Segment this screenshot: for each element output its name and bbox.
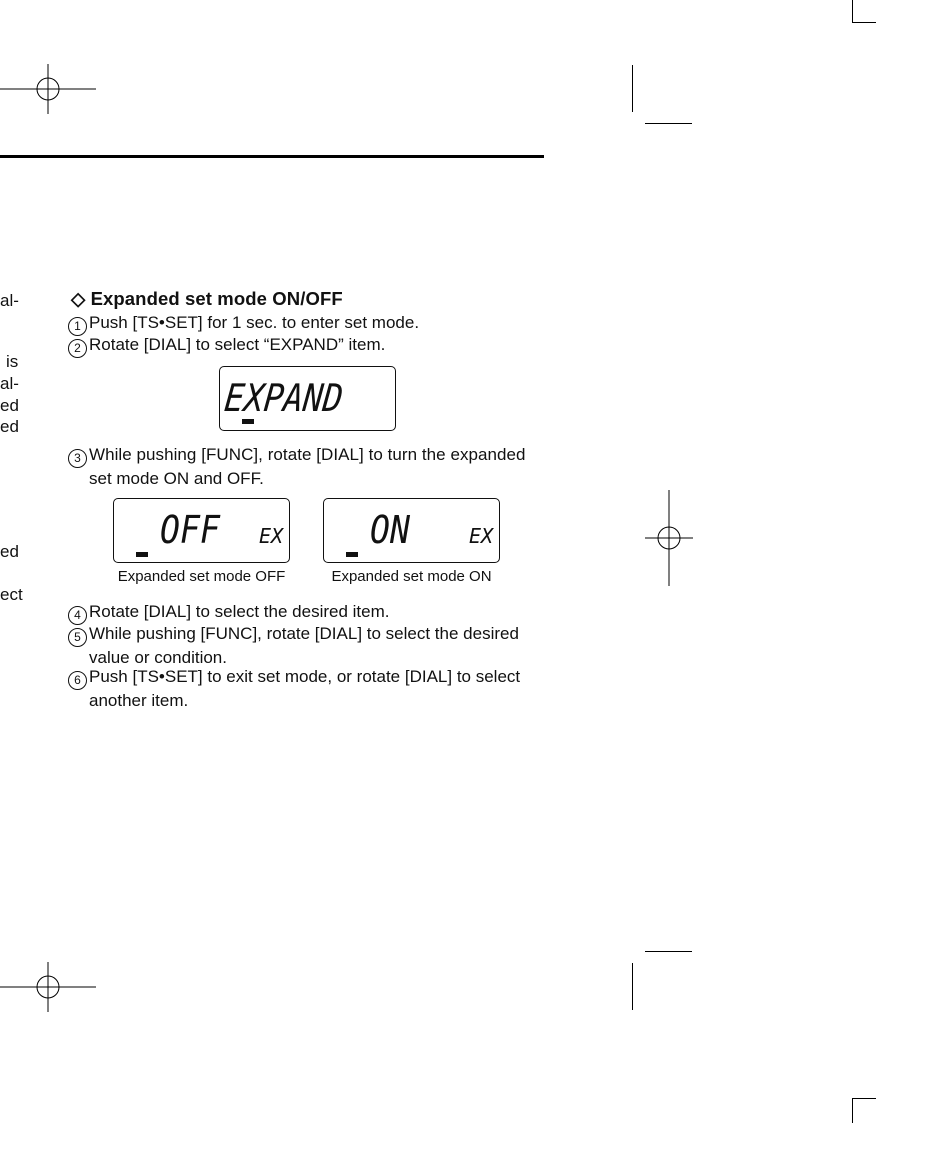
crop-mark-lower-h [645,951,692,952]
left-column-fragments [0,0,22,1150]
step-3 [68,444,544,490]
step-text: Rotate [DIAL] to select “EXPAND” item. [89,335,386,354]
lcd-segment-text [220,367,395,430]
step-number: 4 [68,606,87,625]
caption-off: Expanded set mode OFF [117,568,286,585]
lcd-display-on [323,498,500,563]
header-rule [0,155,544,158]
fragment-text: al- [0,291,19,310]
crop-mark-top-right-h [852,22,876,23]
step-4 [68,601,544,625]
step-number: 3 [68,449,87,468]
step-6 [68,666,544,712]
lcd-badge: EX [259,524,285,548]
lcd-text: ON [370,508,411,552]
step-number: 2 [68,339,87,358]
battery-icon [346,552,358,557]
crop-mark-bottom-right-v [852,1098,853,1123]
crop-mark-lower-v [632,963,633,1010]
lcd-display-off [113,498,290,563]
step-2 [68,334,544,358]
step-number: 5 [68,628,87,647]
fragment-text: is [6,352,19,371]
step-text: While pushing [FUNC], rotate [DIAL] to turn the expanded [89,445,526,464]
registration-target-right [645,490,693,586]
caption-on: Expanded set mode ON [331,568,492,585]
fragment-text: al- [0,374,19,393]
step-text: Push [TS•SET] to exit set mode, or rotate [DIAL] to select [89,667,521,686]
lcd-display-expand [219,366,396,431]
step-number: 1 [68,317,87,336]
battery-icon [136,552,148,557]
crop-mark-top-right-v [852,0,853,23]
step-text: While pushing [FUNC], rotate [DIAL] to select the desired [89,624,519,643]
crop-mark-upper-h [645,123,692,124]
step-number: 6 [68,671,87,690]
step-text-continued: another item. [89,691,189,710]
step-text-continued: value or condition. [89,648,227,667]
step-text-continued: set mode ON and OFF. [89,469,264,488]
crop-mark-upper-v [632,65,633,112]
section-heading: ◇ Expanded set mode ON/OFF [71,288,343,309]
step-1 [68,312,544,336]
lcd-text: OFF [160,508,221,552]
battery-icon [242,419,254,424]
lcd-badge: EX [469,524,495,548]
crop-mark-bottom-right-h [852,1098,876,1099]
fragment-text: ed [0,396,19,415]
lcd-segment-text [114,499,289,562]
step-text: Push [TS•SET] for 1 sec. to enter set mode. [89,313,420,332]
step-5 [68,623,544,669]
fragment-text: ect [0,585,23,604]
lcd-text: EXPAND [222,376,365,420]
step-text: Rotate [DIAL] to select the desired item. [89,602,390,621]
fragment-text: ed [0,542,19,561]
fragment-text: ed [0,417,19,436]
lcd-segment-text [324,499,499,562]
